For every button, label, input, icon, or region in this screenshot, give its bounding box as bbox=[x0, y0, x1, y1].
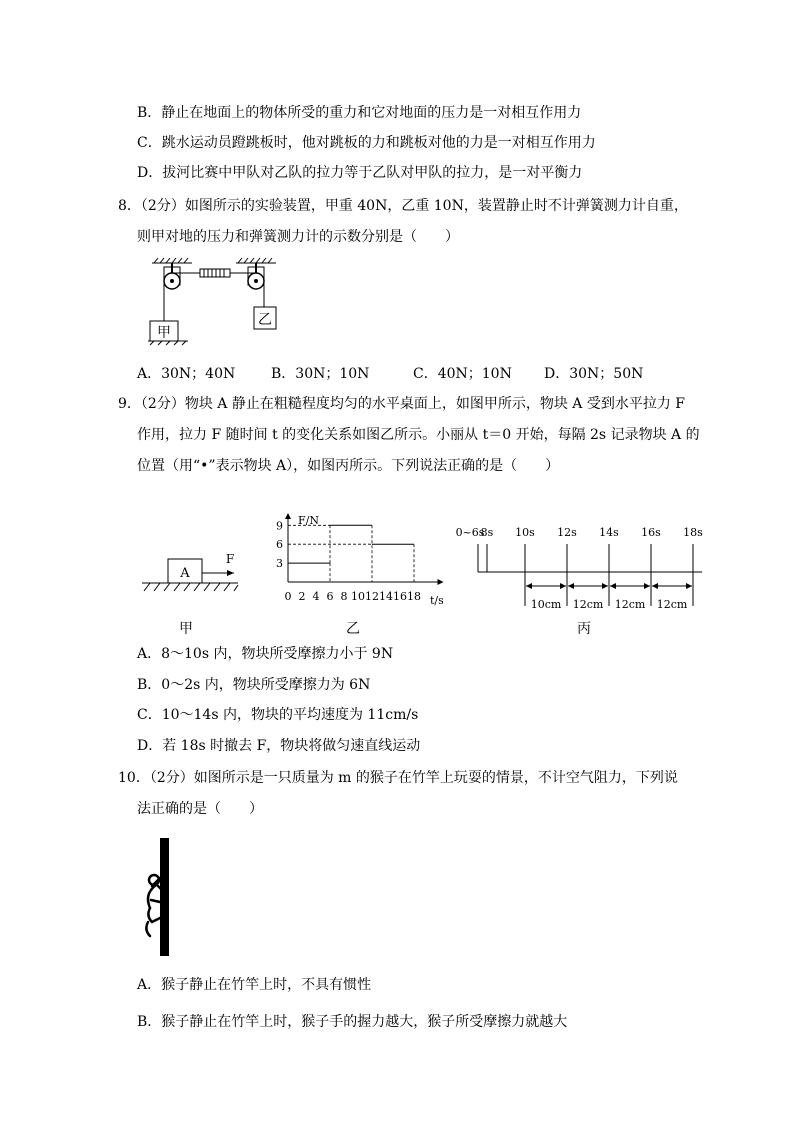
q8-option-c: C．40N；10N bbox=[413, 366, 512, 382]
q10-stem-line1: 10．（2分）如图所示是一只质量为 m 的猴子在竹竿上玩耍的情景，不计空气阻力，下列说 bbox=[118, 770, 678, 786]
q8-stem-line1: 8．（2分）如图所示的实验装置，甲重 40N，乙重 10N，装置静止时不计弹簧测力计自重， bbox=[118, 198, 688, 214]
block-jia-label: 甲 bbox=[157, 325, 171, 341]
q8-stem-line2: 则甲对地的压力和弹簧测力计的示数分别是（ ） bbox=[137, 229, 459, 245]
q9-stem-line3: 位置（用“•”表示物块 A），如图丙所示。下列说法正确的是（ ） bbox=[137, 458, 560, 474]
y-tick-label: 3 bbox=[276, 557, 283, 571]
q9-stem-line1: 9．（2分）物块 A 静止在粗糙程度均匀的水平桌面上，如图甲所示，物块 A 受到水平拉力 F bbox=[118, 396, 685, 412]
distance-label: 12cm bbox=[614, 598, 646, 611]
block-yi-label: 乙 bbox=[258, 312, 272, 328]
force-f-label: F bbox=[225, 552, 235, 566]
monkey-icon bbox=[146, 875, 162, 936]
y-tick-label: 6 bbox=[276, 538, 283, 552]
q9-option-a: A．8～10s 内，物块所受摩擦力小于 9N bbox=[137, 646, 394, 662]
x-tick-label: 4 bbox=[312, 590, 320, 603]
q10-monkey-figure bbox=[136, 838, 186, 956]
q9-fig-yi-chart bbox=[266, 508, 456, 608]
q8-option-d: D．30N；50N bbox=[544, 366, 644, 382]
time-label: 18s bbox=[683, 526, 703, 539]
x-tick-label: 6 bbox=[326, 590, 334, 603]
q9-fig-bing bbox=[440, 522, 710, 614]
time-label: 14s bbox=[599, 526, 619, 539]
q8-option-a: A．30N；40N bbox=[137, 366, 236, 382]
q8-option-b: B．30N；10N bbox=[271, 366, 370, 382]
x-tick-label: 14 bbox=[379, 590, 393, 603]
x-tick-label: 8 bbox=[340, 590, 348, 603]
x-tick-label: 2 bbox=[298, 590, 306, 603]
y-axis-label: F/N bbox=[298, 514, 319, 527]
q10-option-a: A．猴子静止在竹竿上时，不具有惯性 bbox=[137, 977, 372, 993]
distance-label: 10cm bbox=[530, 598, 562, 611]
q9-caption-yi: 乙 bbox=[346, 621, 360, 637]
block-a-label: A bbox=[180, 566, 190, 581]
q9-caption-bing: 丙 bbox=[577, 621, 591, 637]
x-tick-label: 10 bbox=[351, 590, 365, 603]
q7-option-c: C．跳水运动员蹬跳板时，他对跳板的力和跳板对他的力是一对相互作用力 bbox=[137, 135, 596, 151]
time-label: 12s bbox=[557, 526, 577, 539]
q7-option-d: D．拔河比赛中甲队对乙队的拉力等于乙队对甲队的拉力，是一对平衡力 bbox=[137, 165, 583, 181]
x-tick-label: 0 bbox=[284, 590, 292, 603]
y-tick-label: 9 bbox=[276, 519, 283, 533]
time-label: 10s bbox=[515, 526, 535, 539]
distance-label: 12cm bbox=[572, 598, 604, 611]
x-tick-label: 16 bbox=[393, 590, 407, 603]
time-label: 8s bbox=[480, 526, 494, 539]
ceiling-left bbox=[152, 258, 192, 263]
x-tick-label: 12 bbox=[365, 590, 379, 603]
time-label: 0~6s bbox=[455, 526, 485, 539]
q9-option-c: C．10～14s 内，物块的平均速度为 11cm/s bbox=[137, 707, 419, 723]
x-axis-label: t/s bbox=[430, 594, 444, 607]
q9-stem-line2: 作用，拉力 F 随时间 t 的变化关系如图乙所示。小丽从 t＝0 开始，每隔 2s 记录物块 A 的 bbox=[137, 427, 700, 443]
ceiling-right bbox=[236, 258, 276, 263]
spring-scale bbox=[200, 269, 230, 277]
q9-fig-jia bbox=[138, 545, 248, 595]
q9-option-d: D．若 18s 时撤去 F，物块将做匀速直线运动 bbox=[137, 738, 421, 754]
q9-caption-jia: 甲 bbox=[179, 621, 193, 637]
x-tick-label: 18 bbox=[407, 590, 421, 603]
q7-option-b: B．静止在地面上的物体所受的重力和它对地面的压力是一对相互作用力 bbox=[137, 105, 582, 121]
distance-label: 12cm bbox=[656, 598, 688, 611]
q9-option-b: B．0～2s 内，物块所受摩擦力为 6N bbox=[137, 677, 371, 693]
q10-stem-line2: 法正确的是（ ） bbox=[137, 801, 263, 817]
q10-option-b: B．猴子静止在竹竿上时，猴子手的握力越大，猴子所受摩擦力就越大 bbox=[137, 1014, 568, 1030]
time-label: 16s bbox=[641, 526, 661, 539]
bamboo-pole bbox=[160, 838, 169, 956]
q8-pulley-figure bbox=[148, 255, 288, 347]
